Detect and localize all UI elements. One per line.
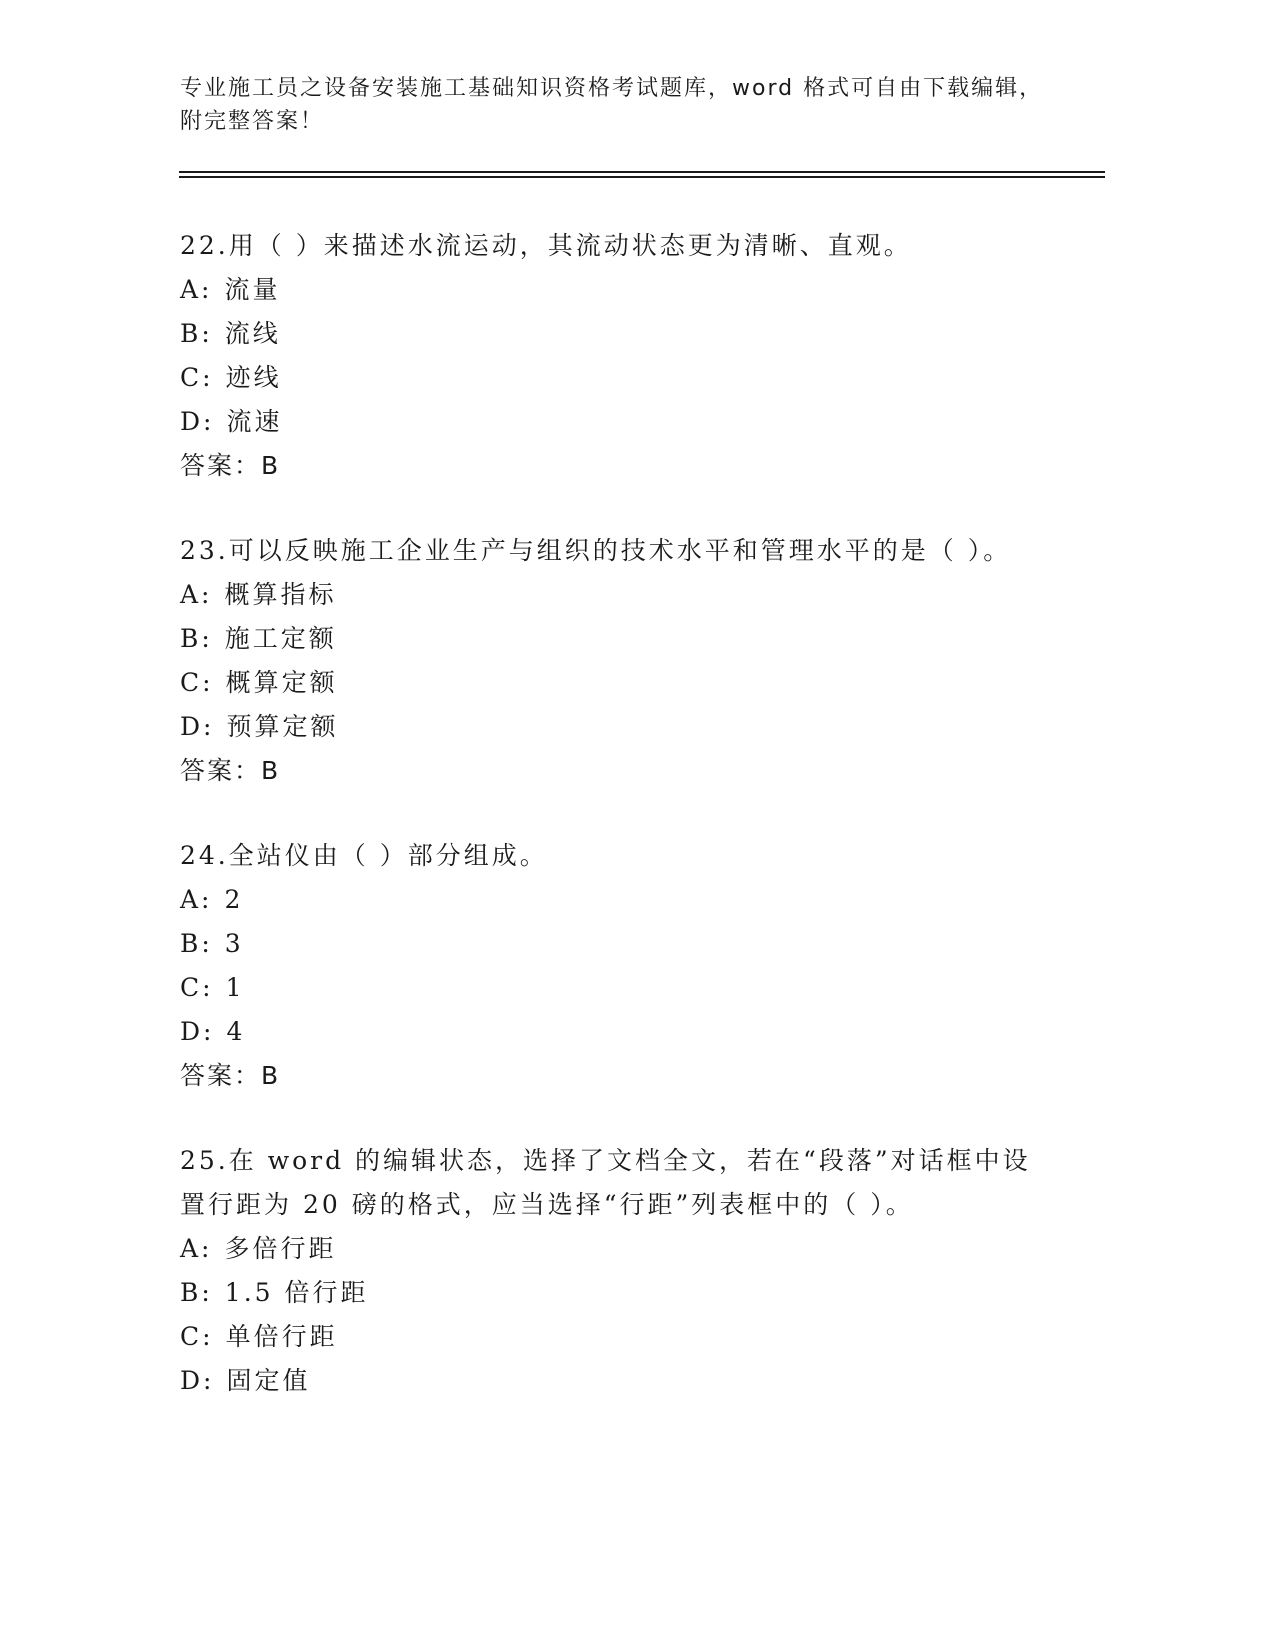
option-text: 流量	[224, 275, 281, 304]
question-stem: 22.用（ ）来描述水流运动，其流动状态更为清晰、直观。	[180, 231, 912, 260]
option-d	[180, 400, 1060, 444]
option-key: B:	[180, 319, 213, 348]
option-b	[180, 617, 1060, 661]
answer: 答案：B	[180, 1061, 281, 1090]
option-a	[180, 573, 1060, 617]
question-stem-line-2: 置行距为 20 磅的格式，应当选择“行距”列表框中的（ ）。	[180, 1190, 914, 1219]
option-text: 1.5 倍行距	[224, 1278, 369, 1307]
option-c	[180, 661, 1060, 705]
answer: 答案：B	[180, 451, 281, 480]
header-note-line-2: 附完整答案！	[180, 109, 325, 134]
option-key: C:	[180, 973, 214, 1002]
header-note-line-1: 专业施工员之设备安装施工基础知识资格考试题库，word 格式可自由下载编辑，	[180, 76, 1044, 101]
option-key: D:	[180, 1017, 215, 1046]
option-text: 4	[226, 1017, 246, 1046]
option-c	[180, 356, 1060, 400]
option-key: B:	[180, 624, 213, 653]
option-key: C:	[180, 1322, 214, 1351]
option-key: A:	[180, 275, 213, 304]
question-stem: 23.可以反映施工企业生产与组织的技术水平和管理水平的是（ ）。	[180, 536, 1012, 565]
option-d	[180, 705, 1060, 749]
option-key: A:	[180, 1234, 213, 1263]
header-divider-top	[179, 171, 1105, 173]
option-key: A:	[180, 885, 213, 914]
option-a	[180, 1227, 1060, 1271]
option-text: 流线	[224, 319, 281, 348]
question-stem-line-1: 25.在 word 的编辑状态，选择了文档全文，若在“段落”对话框中设	[180, 1146, 1031, 1175]
option-key: B:	[180, 929, 213, 958]
question-stem: 24.全站仪由（ ）部分组成。	[180, 841, 548, 870]
option-b	[180, 312, 1060, 356]
option-text: 概算定额	[225, 668, 338, 697]
header-divider-bottom	[179, 176, 1105, 178]
option-text: 固定值	[226, 1366, 311, 1395]
option-text: 流速	[226, 407, 283, 436]
option-text: 1	[225, 973, 245, 1002]
option-b	[180, 922, 1060, 966]
option-a	[180, 878, 1060, 922]
option-key: B:	[180, 1278, 213, 1307]
question-24	[180, 834, 1060, 1098]
option-a	[180, 268, 1060, 312]
option-text: 预算定额	[226, 712, 339, 741]
option-text: 2	[224, 885, 244, 914]
option-key: A:	[180, 580, 213, 609]
option-text: 3	[224, 929, 244, 958]
option-key: D:	[180, 1366, 215, 1395]
option-text: 单倍行距	[225, 1322, 338, 1351]
question-25	[180, 1139, 1060, 1403]
option-text: 多倍行距	[224, 1234, 337, 1263]
question-23	[180, 529, 1060, 793]
header-note	[180, 72, 1080, 138]
option-b	[180, 1271, 1060, 1315]
option-key: C:	[180, 668, 214, 697]
option-text: 概算指标	[224, 580, 337, 609]
question-22	[180, 224, 1060, 488]
option-d	[180, 1010, 1060, 1054]
option-c	[180, 966, 1060, 1010]
option-key: C:	[180, 363, 214, 392]
option-key: D:	[180, 407, 215, 436]
option-c	[180, 1315, 1060, 1359]
option-d	[180, 1359, 1060, 1403]
option-text: 施工定额	[224, 624, 337, 653]
option-key: D:	[180, 712, 215, 741]
answer: 答案：B	[180, 756, 281, 785]
option-text: 迹线	[225, 363, 282, 392]
